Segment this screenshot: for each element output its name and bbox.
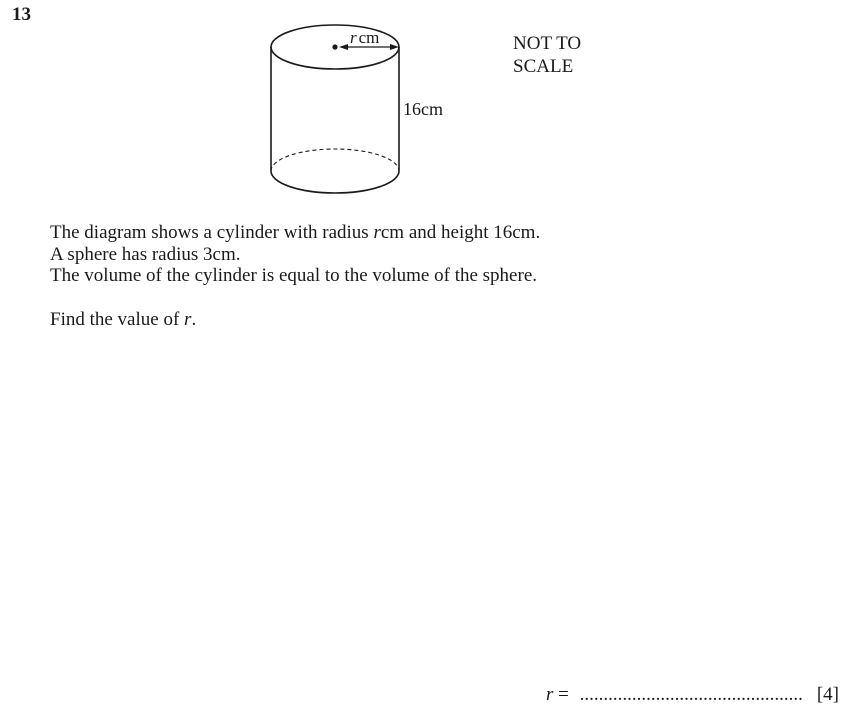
- height-label: 16cm: [403, 99, 443, 119]
- question-line-3: The volume of the cylinder is equal to the volume of the sphere.: [50, 265, 537, 286]
- cylinder-diagram: [262, 18, 462, 205]
- center-dot: [332, 44, 337, 49]
- radius-arrowhead-left: [339, 44, 348, 50]
- question-line-1: The diagram shows a cylinder with radius rcm and height 16cm.: [50, 222, 541, 243]
- radius-label-unit: cm: [358, 28, 380, 47]
- radius-label: [350, 28, 379, 47]
- question-instruction: Find the value of r.: [50, 308, 197, 330]
- scale-note-line-2: SCALE: [513, 56, 574, 77]
- question-number: 13: [12, 4, 31, 25]
- radius-label-var: r: [350, 28, 357, 47]
- cylinder-figure: [262, 18, 462, 200]
- answer-field[interactable]: ...............................................: [579, 684, 803, 705]
- question-line-2: A sphere has radius 3cm.: [50, 243, 241, 265]
- answer-line: [546, 684, 839, 706]
- variable-r: r: [373, 222, 381, 243]
- cylinder-bottom-front: [271, 171, 399, 193]
- variable-r: r: [184, 308, 192, 330]
- radius-arrowhead-right: [390, 44, 399, 50]
- not-to-scale-note: [513, 32, 581, 78]
- answer-equals: =: [553, 684, 574, 705]
- answer-variable: r: [545, 684, 554, 705]
- question-text: [50, 222, 540, 330]
- cylinder-bottom-back: [271, 149, 399, 171]
- scale-note-line-1: NOT TO: [513, 33, 582, 54]
- marks-label: [4]: [816, 684, 839, 705]
